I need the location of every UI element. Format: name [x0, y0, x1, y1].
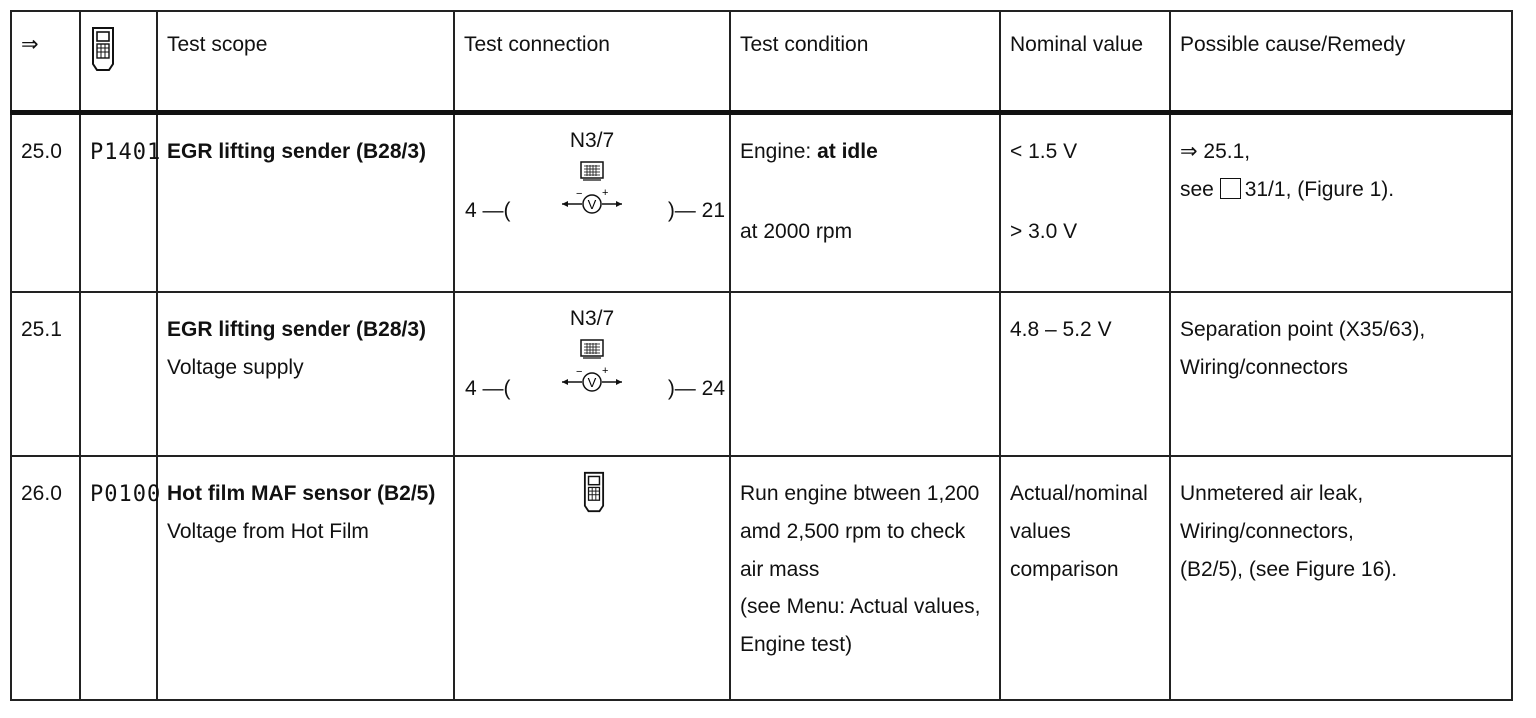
step-number: 26.0 [11, 456, 80, 700]
test-scope [157, 456, 454, 700]
header-test-connection: Test connection [454, 11, 730, 113]
hand-held-tester-icon [582, 471, 606, 513]
pin-right: )— 24 [667, 377, 725, 400]
nominal-range: 4.8 – 5.2 V [1010, 318, 1112, 341]
header-arrow: ⇒ [11, 11, 80, 113]
header-nominal-value: Nominal value [1000, 11, 1170, 113]
remedy-line: Wiring/connectors, [1180, 519, 1354, 543]
condition-line: Run engine btween 1,200 [740, 482, 980, 505]
remedy-line: Unmetered air leak, [1180, 482, 1364, 505]
condition-prefix: Engine: [740, 140, 818, 163]
svg-text:+: + [602, 365, 609, 377]
condition-line: Engine test) [740, 633, 853, 657]
scope-title: Hot film MAF sensor (B2/5) [167, 482, 436, 505]
condition-line: amd 2,500 rpm to check [740, 519, 966, 543]
voltmeter-icon [560, 187, 624, 221]
control-module-icon [580, 339, 604, 359]
remedy-line: ⇒ 25.1, [1180, 140, 1251, 163]
voltmeter-icon [560, 365, 624, 399]
header-remedy: Possible cause/Remedy [1170, 11, 1512, 113]
header-test-scope: Test scope [157, 11, 454, 113]
remedy [1170, 456, 1512, 700]
test-condition [730, 456, 1000, 700]
module-label: N3/7 [569, 129, 615, 152]
nominal-rpm: > 3.0 V [1010, 219, 1078, 243]
scope-subtitle: Voltage supply [167, 355, 304, 379]
scope-subtitle: Voltage from Hot Film [167, 519, 369, 543]
table-row [11, 292, 1512, 456]
remedy-line: Wiring/connectors [1180, 355, 1349, 379]
nominal-value [1000, 456, 1170, 700]
condition-line: air mass [740, 557, 820, 581]
header-row [11, 11, 1512, 113]
test-condition [730, 113, 1000, 293]
svg-text:−: − [576, 366, 583, 378]
pin-right: )— 21 [667, 199, 725, 222]
test-scope [157, 113, 454, 293]
header-tester [80, 11, 157, 113]
nominal-line: Actual/nominal [1010, 482, 1148, 505]
hand-held-tester-icon [90, 26, 116, 72]
header-test-condition: Test condition [730, 11, 1000, 113]
remedy [1170, 292, 1512, 456]
step-number: 25.1 [11, 292, 80, 456]
scope-title: EGR lifting sender (B28/3) [167, 140, 427, 163]
test-connection [454, 113, 730, 293]
remedy-reference: 31/1, (Figure 1). [1244, 177, 1395, 201]
step-number: 25.0 [11, 113, 80, 293]
condition-rpm: at 2000 rpm [740, 219, 853, 243]
remedy-line: Separation point (X35/63), [1180, 318, 1426, 341]
test-condition [730, 292, 1000, 456]
svg-text:V: V [587, 375, 597, 390]
test-connection [454, 292, 730, 456]
remedy [1170, 113, 1512, 293]
table-row [11, 456, 1512, 700]
nominal-value [1000, 292, 1170, 456]
nominal-value [1000, 113, 1170, 293]
test-procedure-sheet [10, 10, 1511, 708]
reference-box-icon [1220, 178, 1241, 199]
module-label: N3/7 [569, 307, 615, 330]
svg-text:+: + [602, 187, 609, 199]
table-row [11, 113, 1512, 293]
fault-code: P0100 [80, 456, 157, 700]
pin-left: 4 —( [465, 199, 511, 222]
svg-text:V: V [587, 197, 597, 212]
svg-text:−: − [576, 188, 583, 200]
nominal-line: comparison [1010, 557, 1119, 581]
nominal-line: values [1010, 519, 1071, 543]
fault-code [80, 292, 157, 456]
condition-idle: at idle [817, 140, 878, 163]
nominal-idle: < 1.5 V [1010, 140, 1078, 163]
condition-line: (see Menu: Actual values, [740, 595, 981, 619]
fault-code: P1401 [80, 113, 157, 293]
test-connection [454, 456, 730, 700]
test-table [10, 10, 1513, 701]
control-module-icon [580, 161, 604, 181]
remedy-line: (B2/5), (see Figure 16). [1180, 557, 1398, 581]
test-scope [157, 292, 454, 456]
pin-left: 4 —( [465, 377, 511, 400]
remedy-see: see [1180, 177, 1214, 201]
scope-title: EGR lifting sender (B28/3) [167, 318, 427, 341]
